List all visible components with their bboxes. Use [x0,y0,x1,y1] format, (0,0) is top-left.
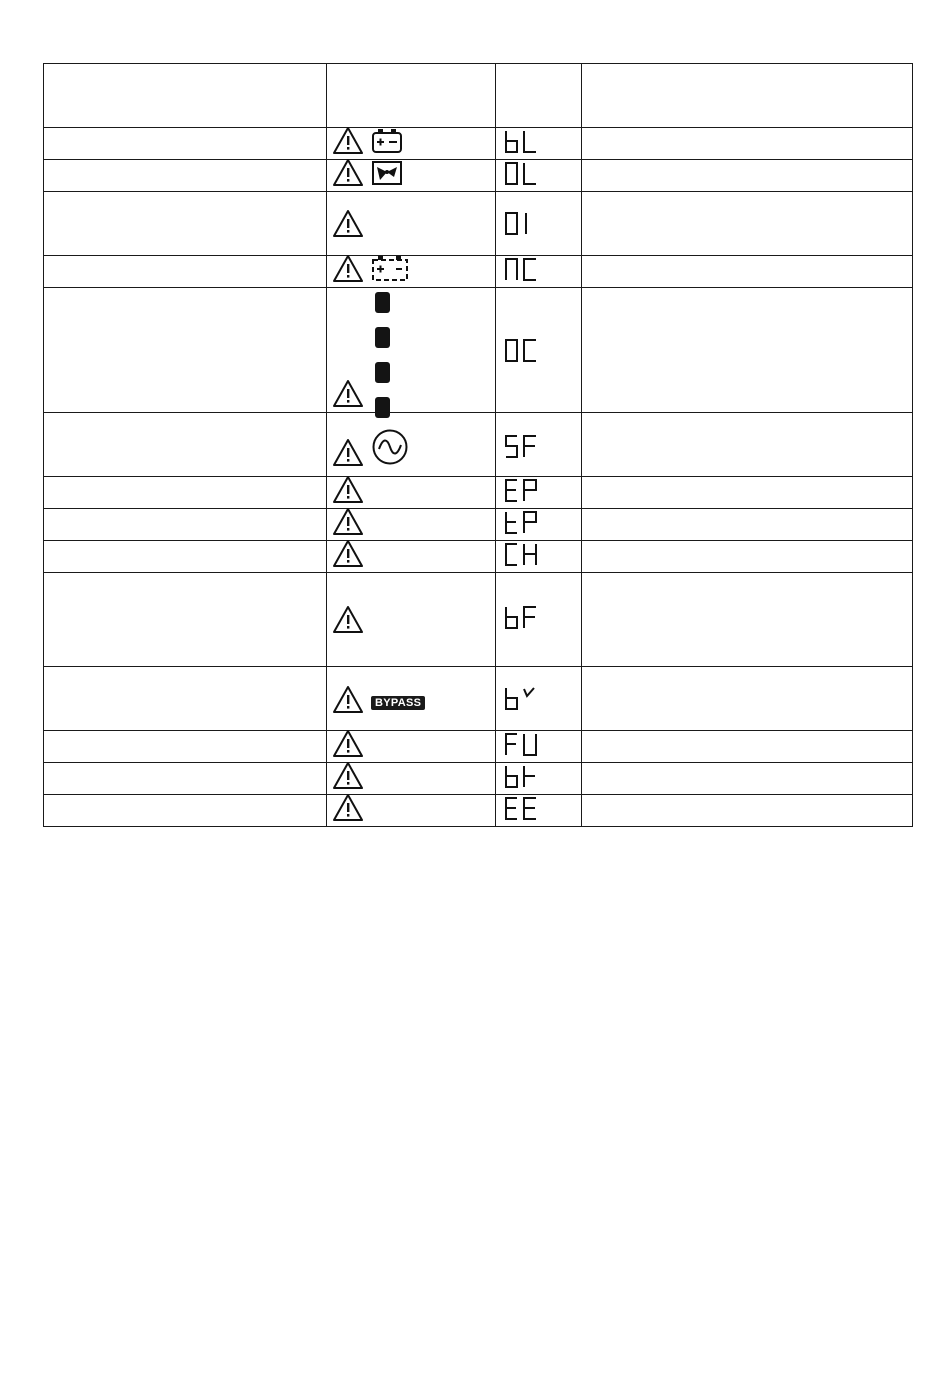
table-row [44,160,913,192]
remark-cell [582,128,913,160]
lcd-code-tP [504,510,538,536]
remark-cell [582,160,913,192]
situation-cell [44,731,327,763]
lcd-code-NC [504,257,538,283]
table-row [44,795,913,827]
icon-cell [327,413,496,477]
lcd-code-bt [504,764,538,790]
code-cell [496,192,582,256]
situation-cell [44,128,327,160]
icon-cell [327,288,496,413]
table-row [44,128,913,160]
code-cell [496,573,582,667]
lcd-code-EE [504,796,538,822]
table-row [44,477,913,509]
situation-cell [44,763,327,795]
warning-icon [333,254,363,282]
situation-cell [44,288,327,413]
lcd-code-OC [504,338,538,364]
warning-icon [333,539,363,567]
code-cell [496,509,582,541]
lcd-code-FU [504,732,538,758]
table-row [44,541,913,573]
code-cell [496,288,582,413]
situation-cell [44,541,327,573]
table-row [44,192,913,256]
remark-cell [582,667,913,731]
situation-cell [44,160,327,192]
code-cell [496,413,582,477]
situation-cell [44,256,327,288]
warning-icon [333,793,363,821]
remark-cell [582,731,913,763]
header-cell-remark [582,64,913,128]
remark-cell [582,192,913,256]
warning-icon [333,507,363,535]
remark-cell [582,477,913,509]
code-cell [496,541,582,573]
table-row [44,509,913,541]
code-cell [496,256,582,288]
table-row [44,573,913,667]
code-cell [496,667,582,731]
code-cell [496,128,582,160]
situation-cell [44,795,327,827]
table-row [44,731,913,763]
battery-disconnected-icon [371,255,409,282]
code-cell [496,731,582,763]
situation-cell [44,509,327,541]
warning-icon [333,158,363,186]
warning-icon [333,475,363,503]
lcd-code-OI [504,211,538,237]
bypass-badge: BYPASS [371,696,425,710]
remark-cell [582,573,913,667]
warning-table [43,63,913,827]
warning-icon [333,729,363,757]
lcd-code-EP [504,478,538,504]
lcd-code-SF [504,434,538,460]
header-cell-code [496,64,582,128]
lcd-code-CH [504,542,538,568]
header-row [44,64,913,128]
remark-cell [582,288,913,413]
remark-cell [582,256,913,288]
battery-icon [371,128,403,154]
header-cell-situation [44,64,327,128]
situation-cell [44,667,327,731]
icon-cell [327,509,496,541]
load-level-bars-icon [375,292,390,418]
warning-icon [333,379,363,407]
warning-icon [333,438,363,466]
icon-cell [327,256,496,288]
icon-cell [327,192,496,256]
icon-cell [327,128,496,160]
warning-icon [333,605,363,633]
icon-cell [327,763,496,795]
remark-cell [582,509,913,541]
code-cell [496,477,582,509]
icon-cell [327,541,496,573]
icon-cell [327,477,496,509]
table-row [44,413,913,477]
warning-icon [333,685,363,713]
overload-icon [371,160,403,186]
sine-wave-icon [371,428,409,466]
warning-icon [333,126,363,154]
icon-cell [327,573,496,667]
warning-icon [333,761,363,789]
code-cell [496,763,582,795]
situation-cell [44,192,327,256]
table-row [44,256,913,288]
icon-cell [327,795,496,827]
situation-cell [44,413,327,477]
remark-cell [582,413,913,477]
lcd-code-bL [504,129,538,155]
table-row [44,288,913,413]
table-row [44,667,913,731]
icon-cell [327,160,496,192]
lcd-code-OL [504,161,538,187]
lcd-code-bF [504,605,538,631]
icon-cell [327,667,496,731]
remark-cell [582,763,913,795]
situation-cell [44,477,327,509]
warning-icon [333,209,363,237]
remark-cell [582,795,913,827]
situation-cell [44,573,327,667]
lcd-code-bv [504,686,538,712]
remark-cell [582,541,913,573]
icon-cell [327,731,496,763]
header-cell-icon [327,64,496,128]
table-row [44,763,913,795]
code-cell [496,795,582,827]
code-cell [496,160,582,192]
